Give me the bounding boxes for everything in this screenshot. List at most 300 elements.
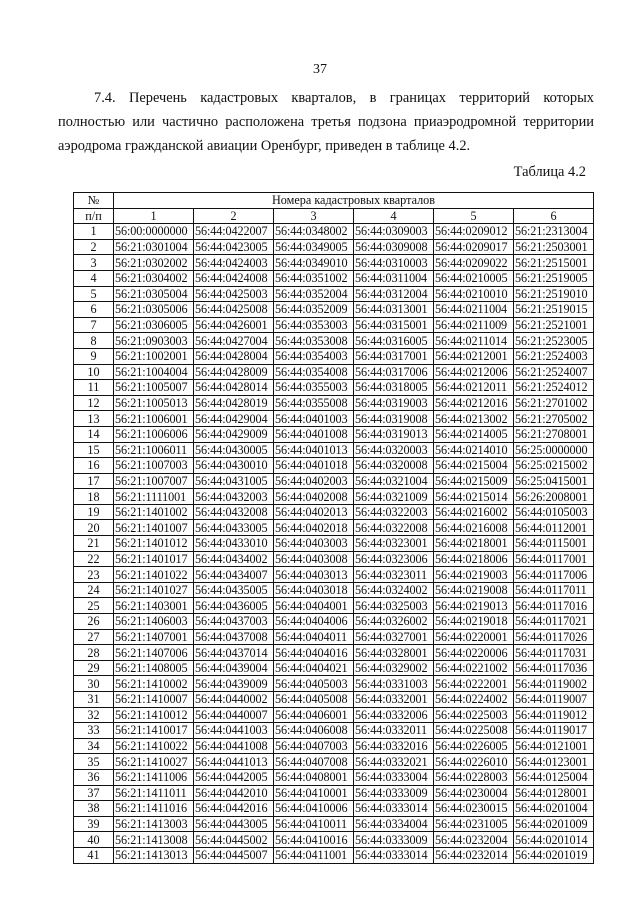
row-number-cell: 25 (74, 598, 114, 614)
cadastral-number-cell: 56:21:1408005 (114, 660, 194, 676)
column-header: 6 (514, 208, 594, 224)
row-number-cell: 34 (74, 738, 114, 754)
cadastral-number-cell: 56:44:0201009 (514, 816, 594, 832)
table-row (74, 255, 594, 271)
cadastral-number-cell: 56:44:0115001 (514, 536, 594, 552)
cadastral-number-cell: 56:44:0354008 (274, 364, 354, 380)
cadastral-number-cell: 56:44:0221002 (434, 660, 514, 676)
paragraph-line: полностью или частично расположена третья подзона приаэродромной территории (58, 114, 594, 130)
column-header: 4 (354, 208, 434, 224)
cadastral-number-cell: 56:21:1410022 (114, 738, 194, 754)
cadastral-number-cell: 56:44:0407003 (274, 738, 354, 754)
cadastral-number-cell: 56:44:0403013 (274, 567, 354, 583)
cadastral-number-cell: 56:21:1410007 (114, 692, 194, 708)
table-row (74, 520, 594, 536)
cadastral-number-cell: 56:21:1004004 (114, 364, 194, 380)
cadastral-number-cell: 56:21:1406003 (114, 614, 194, 630)
row-number-cell: 37 (74, 785, 114, 801)
cadastral-number-cell: 56:21:2705002 (514, 411, 594, 427)
cadastral-number-cell: 56:44:0119012 (514, 707, 594, 723)
table-row (74, 629, 594, 645)
row-number-cell: 1 (74, 224, 114, 240)
cadastral-number-cell: 56:44:0406001 (274, 707, 354, 723)
cadastral-number-cell: 56:44:0214010 (434, 442, 514, 458)
cadastral-number-cell: 56:44:0425003 (194, 286, 274, 302)
cadastral-number-cell: 56:21:1007007 (114, 473, 194, 489)
cadastral-number-cell: 56:44:0333009 (354, 785, 434, 801)
cadastral-number-cell: 56:44:0216008 (434, 520, 514, 536)
cadastral-number-cell: 56:44:0445002 (194, 832, 274, 848)
cadastral-quarters-table (73, 192, 594, 864)
table-caption: Таблица 4.2 (513, 164, 586, 180)
table-row (74, 801, 594, 817)
cadastral-number-cell: 56:44:0354003 (274, 348, 354, 364)
header-row (74, 208, 594, 224)
row-number-cell: 17 (74, 473, 114, 489)
cadastral-number-cell: 56:44:0425008 (194, 302, 274, 318)
table-row (74, 816, 594, 832)
cadastral-number-cell: 56:44:0432003 (194, 489, 274, 505)
cadastral-number-cell: 56:44:0318005 (354, 380, 434, 396)
row-number-cell: 18 (74, 489, 114, 505)
row-number-cell: 35 (74, 754, 114, 770)
cadastral-number-cell: 56:44:0332011 (354, 723, 434, 739)
cadastral-number-cell: 56:21:0304002 (114, 270, 194, 286)
cadastral-number-cell: 56:44:0437008 (194, 629, 274, 645)
cadastral-number-cell: 56:44:0320003 (354, 442, 434, 458)
cadastral-number-cell: 56:44:0401018 (274, 458, 354, 474)
cadastral-number-cell: 56:44:0332006 (354, 707, 434, 723)
cadastral-number-cell: 56:44:0442005 (194, 769, 274, 785)
cadastral-number-cell: 56:44:0445007 (194, 847, 274, 863)
cadastral-number-cell: 56:44:0218006 (434, 551, 514, 567)
cadastral-number-cell: 56:44:0408001 (274, 769, 354, 785)
cadastral-number-cell: 56:44:0328001 (354, 645, 434, 661)
row-number-cell: 7 (74, 317, 114, 333)
cadastral-number-cell: 56:44:0333014 (354, 847, 434, 863)
cadastral-number-cell: 56:44:0433005 (194, 520, 274, 536)
table-row (74, 769, 594, 785)
row-number-cell: 23 (74, 567, 114, 583)
cadastral-number-cell: 56:44:0436005 (194, 598, 274, 614)
row-number-cell: 41 (74, 847, 114, 863)
cadastral-number-cell: 56:44:0411001 (274, 847, 354, 863)
cadastral-number-cell: 56:44:0404011 (274, 629, 354, 645)
cadastral-number-cell: 56:44:0220001 (434, 629, 514, 645)
cadastral-number-cell: 56:44:0426001 (194, 317, 274, 333)
cadastral-number-cell: 56:44:0117036 (514, 660, 594, 676)
cadastral-number-cell: 56:21:2701002 (514, 395, 594, 411)
table-row (74, 239, 594, 255)
table-row (74, 333, 594, 349)
cadastral-number-cell: 56:21:2523005 (514, 333, 594, 349)
cadastral-number-cell: 56:44:0333009 (354, 832, 434, 848)
table-row (74, 317, 594, 333)
cadastral-number-cell: 56:44:0201014 (514, 832, 594, 848)
column-header: 1 (114, 208, 194, 224)
cadastral-number-cell: 56:44:0443005 (194, 816, 274, 832)
cadastral-number-cell: 56:44:0433010 (194, 536, 274, 552)
table-row (74, 598, 594, 614)
cadastral-number-cell: 56:44:0435005 (194, 582, 274, 598)
cadastral-number-cell: 56:21:0305006 (114, 302, 194, 318)
cadastral-number-cell: 56:21:2524003 (514, 348, 594, 364)
cadastral-number-cell: 56:21:1005007 (114, 380, 194, 396)
cadastral-number-cell: 56:21:1410002 (114, 676, 194, 692)
cadastral-number-cell: 56:44:0403008 (274, 551, 354, 567)
cadastral-number-cell: 56:44:0212016 (434, 395, 514, 411)
cadastral-number-cell: 56:44:0319003 (354, 395, 434, 411)
row-number-cell: 40 (74, 832, 114, 848)
cadastral-number-cell: 56:44:0441003 (194, 723, 274, 739)
cadastral-number-cell: 56:44:0423005 (194, 239, 274, 255)
cadastral-number-cell: 56:44:0326002 (354, 614, 434, 630)
table-row (74, 473, 594, 489)
cadastral-number-cell: 56:44:0442016 (194, 801, 274, 817)
row-number-cell: 20 (74, 520, 114, 536)
cadastral-number-cell: 56:21:1410027 (114, 754, 194, 770)
cadastral-number-cell: 56:44:0434007 (194, 567, 274, 583)
cadastral-number-cell: 56:44:0410006 (274, 801, 354, 817)
table-row (74, 426, 594, 442)
cadastral-number-cell: 56:44:0442010 (194, 785, 274, 801)
cadastral-number-cell: 56:44:0432008 (194, 504, 274, 520)
row-number-cell: 13 (74, 411, 114, 427)
cadastral-number-cell: 56:44:0348002 (274, 224, 354, 240)
cadastral-number-cell: 56:44:0439009 (194, 676, 274, 692)
row-number-cell: 38 (74, 801, 114, 817)
cadastral-number-cell: 56:44:0212006 (434, 364, 514, 380)
cadastral-number-cell: 56:44:0403018 (274, 582, 354, 598)
cadastral-number-cell: 56:44:0210010 (434, 286, 514, 302)
cadastral-number-cell: 56:44:0437014 (194, 645, 274, 661)
cadastral-number-cell: 56:44:0401013 (274, 442, 354, 458)
table-row (74, 364, 594, 380)
cadastral-number-cell: 56:21:0301004 (114, 239, 194, 255)
cadastral-number-cell: 56:44:0402018 (274, 520, 354, 536)
cadastral-number-cell: 56:44:0309008 (354, 239, 434, 255)
cadastral-number-cell: 56:44:0211009 (434, 317, 514, 333)
cadastral-number-cell: 56:21:0302002 (114, 255, 194, 271)
table-row (74, 660, 594, 676)
table-row (74, 458, 594, 474)
cadastral-number-cell: 56:44:0441008 (194, 738, 274, 754)
cadastral-number-cell: 56:44:0125004 (514, 769, 594, 785)
cadastral-number-cell: 56:44:0128001 (514, 785, 594, 801)
table-row (74, 536, 594, 552)
cadastral-number-cell: 56:44:0222001 (434, 676, 514, 692)
cadastral-number-cell: 56:44:0214005 (434, 426, 514, 442)
row-number-cell: 14 (74, 426, 114, 442)
cadastral-number-cell: 56:44:0219018 (434, 614, 514, 630)
table-row (74, 411, 594, 427)
cadastral-number-cell: 56:44:0119017 (514, 723, 594, 739)
table-row (74, 551, 594, 567)
row-number-cell: 6 (74, 302, 114, 318)
cadastral-number-cell: 56:44:0321009 (354, 489, 434, 505)
cadastral-number-cell: 56:44:0232014 (434, 847, 514, 863)
cadastral-number-cell: 56:44:0323001 (354, 536, 434, 552)
table-row (74, 738, 594, 754)
cadastral-number-cell: 56:44:0119002 (514, 676, 594, 692)
cadastral-number-cell: 56:44:0333014 (354, 801, 434, 817)
cadastral-number-cell: 56:44:0225003 (434, 707, 514, 723)
cadastral-number-cell: 56:44:0355008 (274, 395, 354, 411)
table-row (74, 567, 594, 583)
intro-paragraph (58, 86, 594, 158)
cadastral-number-cell: 56:21:1401007 (114, 520, 194, 536)
table-row (74, 270, 594, 286)
cadastral-number-cell: 56:21:2519005 (514, 270, 594, 286)
row-number-cell: 3 (74, 255, 114, 271)
cadastral-number-cell: 56:44:0219013 (434, 598, 514, 614)
cadastral-number-cell: 56:44:0117006 (514, 567, 594, 583)
cadastral-number-cell: 56:21:1411016 (114, 801, 194, 817)
cadastral-number-cell: 56:21:2524012 (514, 380, 594, 396)
row-number-cell: 39 (74, 816, 114, 832)
cadastral-number-cell: 56:44:0215004 (434, 458, 514, 474)
cadastral-number-cell: 56:44:0121001 (514, 738, 594, 754)
cadastral-number-cell: 56:44:0219003 (434, 567, 514, 583)
cadastral-number-cell: 56:44:0212011 (434, 380, 514, 396)
cadastral-number-cell: 56:44:0404006 (274, 614, 354, 630)
row-number-cell: 26 (74, 614, 114, 630)
cadastral-number-cell: 56:21:1006006 (114, 426, 194, 442)
col-number-subheader: п/п (74, 208, 114, 224)
cadastral-number-cell: 56:25:0215002 (514, 458, 594, 474)
cadastral-number-cell: 56:44:0428019 (194, 395, 274, 411)
column-header: 3 (274, 208, 354, 224)
cadastral-number-cell: 56:44:0322003 (354, 504, 434, 520)
cadastral-number-cell: 56:21:2708001 (514, 426, 594, 442)
cadastral-number-cell: 56:21:1006011 (114, 442, 194, 458)
cadastral-number-cell: 56:21:2313004 (514, 224, 594, 240)
cadastral-number-cell: 56:44:0332016 (354, 738, 434, 754)
cadastral-number-cell: 56:44:0332021 (354, 754, 434, 770)
cadastral-number-cell: 56:44:0211004 (434, 302, 514, 318)
table-row (74, 489, 594, 505)
cadastral-number-cell: 56:44:0405008 (274, 692, 354, 708)
cadastral-number-cell: 56:44:0112001 (514, 520, 594, 536)
cadastral-number-cell: 56:44:0406008 (274, 723, 354, 739)
table-row (74, 645, 594, 661)
cadastral-number-cell: 56:44:0352009 (274, 302, 354, 318)
cadastral-number-cell: 56:44:0429004 (194, 411, 274, 427)
cadastral-number-cell: 56:44:0210005 (434, 270, 514, 286)
cadastral-number-cell: 56:21:2503001 (514, 239, 594, 255)
cadastral-number-cell: 56:44:0117021 (514, 614, 594, 630)
cadastral-number-cell: 56:44:0309003 (354, 224, 434, 240)
cadastral-number-cell: 56:44:0317001 (354, 348, 434, 364)
cadastral-number-cell: 56:44:0201019 (514, 847, 594, 863)
cadastral-number-cell: 56:44:0403003 (274, 536, 354, 552)
cadastral-number-cell: 56:21:1111001 (114, 489, 194, 505)
row-number-cell: 21 (74, 536, 114, 552)
table-row (74, 504, 594, 520)
cadastral-number-cell: 56:44:0232004 (434, 832, 514, 848)
cadastral-number-cell: 56:44:0428004 (194, 348, 274, 364)
cadastral-number-cell: 56:44:0201004 (514, 801, 594, 817)
cadastral-number-cell: 56:44:0224002 (434, 692, 514, 708)
table-row (74, 224, 594, 240)
cadastral-number-cell: 56:44:0230004 (434, 785, 514, 801)
cadastral-number-cell: 56:44:0117031 (514, 645, 594, 661)
row-number-cell: 9 (74, 348, 114, 364)
cadastral-number-cell: 56:44:0315001 (354, 317, 434, 333)
cadastral-number-cell: 56:44:0430010 (194, 458, 274, 474)
cadastral-number-cell: 56:44:0226005 (434, 738, 514, 754)
row-number-cell: 31 (74, 692, 114, 708)
cadastral-number-cell: 56:44:0209017 (434, 239, 514, 255)
cadastral-number-cell: 56:44:0209012 (434, 224, 514, 240)
cadastral-number-cell: 56:44:0440002 (194, 692, 274, 708)
cadastral-number-cell: 56:44:0410001 (274, 785, 354, 801)
cadastral-number-cell: 56:21:1411006 (114, 769, 194, 785)
row-number-cell: 11 (74, 380, 114, 396)
cadastral-number-cell: 56:44:0351002 (274, 270, 354, 286)
table-row (74, 832, 594, 848)
table-row (74, 692, 594, 708)
cadastral-number-cell: 56:44:0218001 (434, 536, 514, 552)
cadastral-number-cell: 56:44:0119007 (514, 692, 594, 708)
cadastral-number-cell: 56:44:0329002 (354, 660, 434, 676)
cadastral-number-cell: 56:21:1410012 (114, 707, 194, 723)
cadastral-number-cell: 56:25:0000000 (514, 442, 594, 458)
cadastral-number-cell: 56:21:2524007 (514, 364, 594, 380)
cadastral-number-cell: 56:44:0422007 (194, 224, 274, 240)
cadastral-number-cell: 56:44:0430005 (194, 442, 274, 458)
cadastral-number-cell: 56:21:1002001 (114, 348, 194, 364)
cadastral-number-cell: 56:44:0215014 (434, 489, 514, 505)
cadastral-number-cell: 56:44:0429009 (194, 426, 274, 442)
cadastral-number-cell: 56:44:0324002 (354, 582, 434, 598)
table-row (74, 442, 594, 458)
cadastral-number-cell: 56:44:0441013 (194, 754, 274, 770)
cadastral-number-cell: 56:44:0402008 (274, 489, 354, 505)
cadastral-number-cell: 56:44:0220006 (434, 645, 514, 661)
cadastral-number-cell: 56:44:0123001 (514, 754, 594, 770)
cadastral-number-cell: 56:21:2519015 (514, 302, 594, 318)
table-row (74, 380, 594, 396)
cadastral-number-cell: 56:44:0333004 (354, 769, 434, 785)
cadastral-number-cell: 56:44:0323011 (354, 567, 434, 583)
paragraph-line: 7.4. Перечень кадастровых кварталов, в границах территорий которых (94, 90, 594, 106)
cadastral-number-cell: 56:44:0105003 (514, 504, 594, 520)
cadastral-number-cell: 56:44:0117016 (514, 598, 594, 614)
cadastral-number-cell: 56:44:0117001 (514, 551, 594, 567)
table-row (74, 754, 594, 770)
table-row (74, 348, 594, 364)
cadastral-number-cell: 56:44:0401003 (274, 411, 354, 427)
cadastral-number-cell: 56:44:0211014 (434, 333, 514, 349)
cadastral-number-cell: 56:21:2515001 (514, 255, 594, 271)
cadastral-number-cell: 56:44:0231005 (434, 816, 514, 832)
cadastral-number-cell: 56:44:0424008 (194, 270, 274, 286)
row-number-cell: 33 (74, 723, 114, 739)
cadastral-number-cell: 56:44:0323006 (354, 551, 434, 567)
row-number-cell: 15 (74, 442, 114, 458)
table-row (74, 395, 594, 411)
cadastral-number-cell: 56:44:0321004 (354, 473, 434, 489)
cadastral-number-cell: 56:21:1413008 (114, 832, 194, 848)
column-header: 2 (194, 208, 274, 224)
cadastral-number-cell: 56:21:0305004 (114, 286, 194, 302)
cadastral-number-cell: 56:44:0209022 (434, 255, 514, 271)
cadastral-number-cell: 56:44:0325003 (354, 598, 434, 614)
cadastral-number-cell: 56:21:1413013 (114, 847, 194, 863)
cadastral-number-cell: 56:44:0319008 (354, 411, 434, 427)
cadastral-number-cell: 56:44:0427004 (194, 333, 274, 349)
cadastral-number-cell: 56:44:0440007 (194, 707, 274, 723)
cadastral-number-cell: 56:26:2008001 (514, 489, 594, 505)
cadastral-number-cell: 56:21:1401002 (114, 504, 194, 520)
cadastral-number-cell: 56:21:1407001 (114, 629, 194, 645)
cadastral-number-cell: 56:44:0316005 (354, 333, 434, 349)
cadastral-number-cell: 56:44:0327001 (354, 629, 434, 645)
cadastral-number-cell: 56:21:2519010 (514, 286, 594, 302)
cadastral-number-cell: 56:44:0431005 (194, 473, 274, 489)
cadastral-number-cell: 56:44:0230015 (434, 801, 514, 817)
cadastral-number-cell: 56:44:0428009 (194, 364, 274, 380)
column-header: 5 (434, 208, 514, 224)
row-number-cell: 5 (74, 286, 114, 302)
cadastral-number-cell: 56:21:1401022 (114, 567, 194, 583)
cadastral-number-cell: 56:44:0407008 (274, 754, 354, 770)
cadastral-number-cell: 56:44:0319013 (354, 426, 434, 442)
row-number-cell: 29 (74, 660, 114, 676)
cadastral-number-cell: 56:44:0428014 (194, 380, 274, 396)
cadastral-number-cell: 56:44:0439004 (194, 660, 274, 676)
row-number-cell: 27 (74, 629, 114, 645)
cadastral-number-cell: 56:44:0353008 (274, 333, 354, 349)
cadastral-number-cell: 56:44:0228003 (434, 769, 514, 785)
cadastral-number-cell: 56:21:1403001 (114, 598, 194, 614)
row-number-cell: 4 (74, 270, 114, 286)
cadastral-number-cell: 56:44:0424003 (194, 255, 274, 271)
cadastral-number-cell: 56:44:0437003 (194, 614, 274, 630)
row-number-cell: 32 (74, 707, 114, 723)
page-number: 37 (313, 62, 327, 77)
cadastral-number-cell: 56:44:0213002 (434, 411, 514, 427)
cadastral-number-cell: 56:44:0225008 (434, 723, 514, 739)
cadastral-number-cell: 56:21:1007003 (114, 458, 194, 474)
cadastral-number-cell: 56:44:0117026 (514, 629, 594, 645)
table-row (74, 723, 594, 739)
cadastral-number-cell: 56:44:0355003 (274, 380, 354, 396)
col-number-header: № (74, 193, 114, 209)
cadastral-number-cell: 56:00:0000000 (114, 224, 194, 240)
table-row (74, 676, 594, 692)
cadastral-number-cell: 56:44:0117011 (514, 582, 594, 598)
cadastral-number-cell: 56:44:0405003 (274, 676, 354, 692)
cadastral-number-cell: 56:44:0352004 (274, 286, 354, 302)
group-header: Номера кадастровых кварталов (114, 193, 594, 209)
cadastral-number-cell: 56:44:0212001 (434, 348, 514, 364)
cadastral-number-cell: 56:44:0404021 (274, 660, 354, 676)
cadastral-number-cell: 56:44:0215009 (434, 473, 514, 489)
table-row (74, 286, 594, 302)
cadastral-number-cell: 56:44:0317006 (354, 364, 434, 380)
header-row (74, 193, 594, 209)
cadastral-number-cell: 56:44:0219008 (434, 582, 514, 598)
cadastral-number-cell: 56:44:0331003 (354, 676, 434, 692)
cadastral-number-cell: 56:25:0415001 (514, 473, 594, 489)
row-number-cell: 10 (74, 364, 114, 380)
table-row (74, 847, 594, 863)
cadastral-number-cell: 56:44:0216002 (434, 504, 514, 520)
cadastral-number-cell: 56:21:1407006 (114, 645, 194, 661)
cadastral-number-cell: 56:21:0903003 (114, 333, 194, 349)
